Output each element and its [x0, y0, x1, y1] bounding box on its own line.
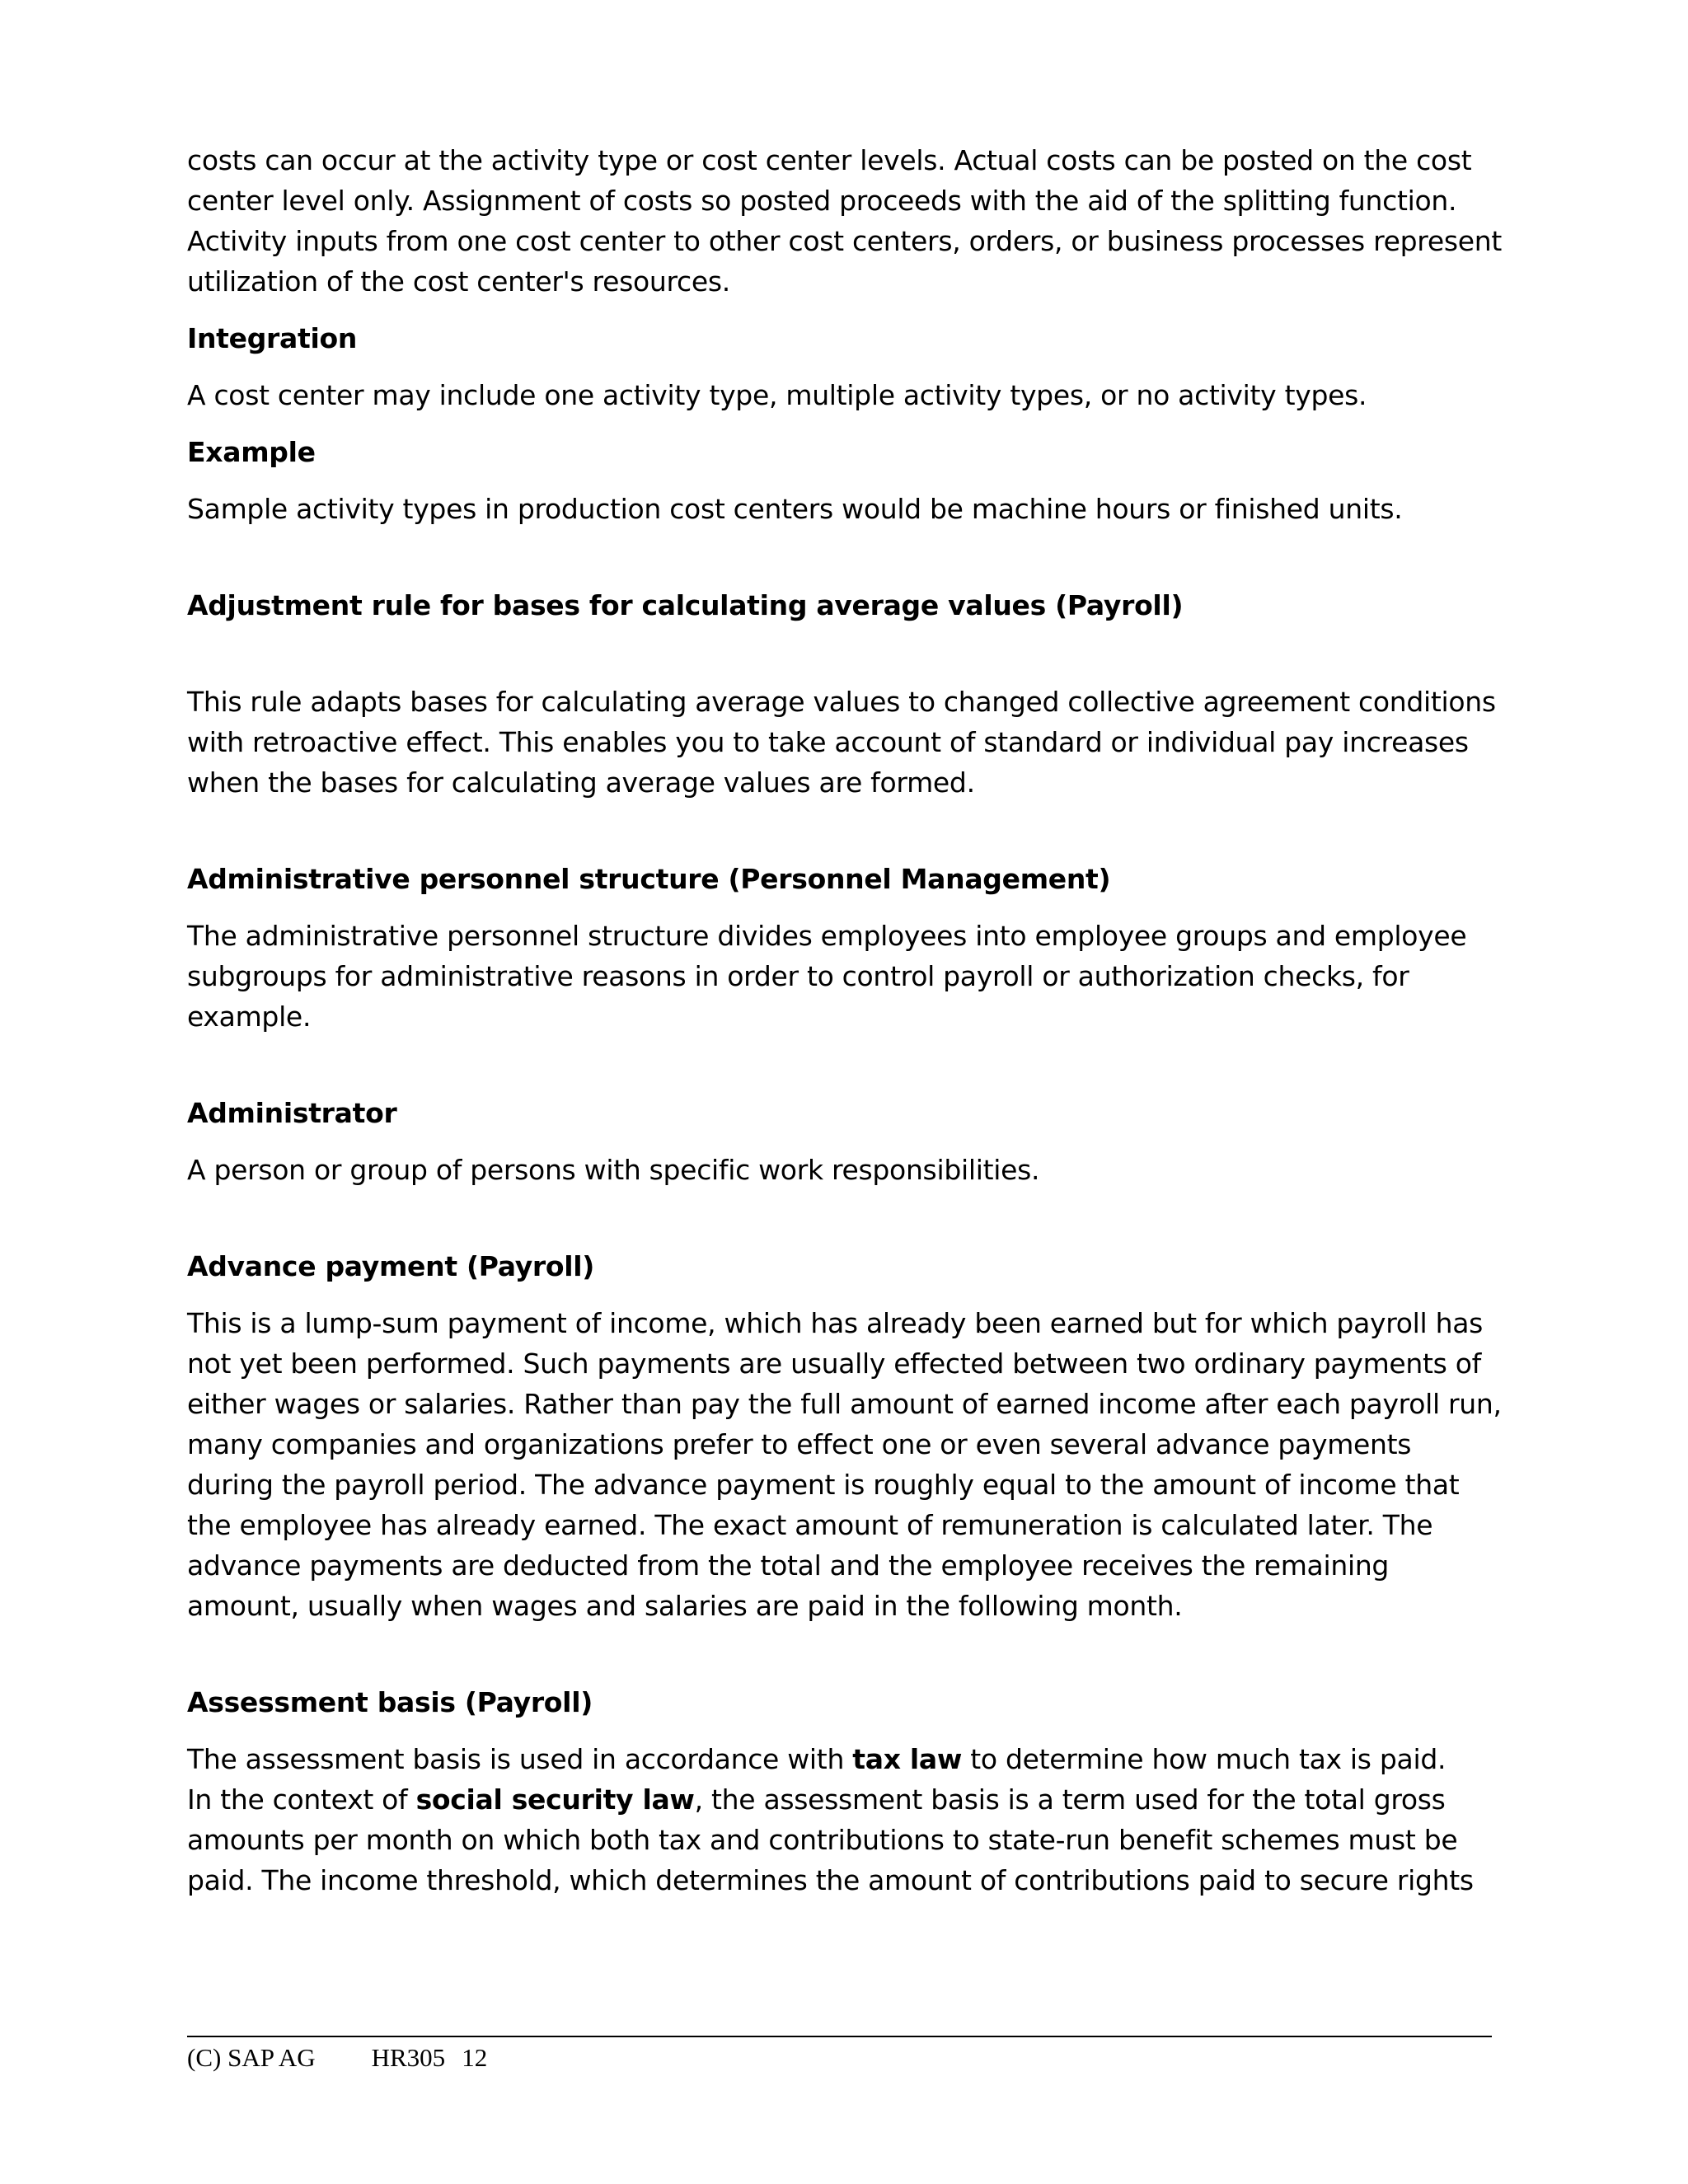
intro-paragraph: costs can occur at the activity type or cost center levels. Actual costs can be posted on the cost center level only. Assignment of costs so posted proceeds with the aid of the splitting function. Activity inputs from one cost center to other cost centers, orders, or business processes represent utilization of the cost center's resources.	[187, 144, 1503, 298]
footer-divider	[187, 2036, 1492, 2037]
example-paragraph: Sample activity types in production cost centers would be machine hours or finished units.	[187, 493, 1403, 525]
glossary-definition	[187, 1739, 1506, 1900]
emphasis-tax-law: tax law	[852, 1743, 963, 1775]
glossary-definition: The administrative personnel structure divides employees into employee groups and employee subgroups for administrative reasons in order to control payroll or authorization checks, for example.	[187, 920, 1467, 1033]
definition-text: In the context of	[187, 1783, 416, 1816]
glossary-term: Administrator	[187, 1097, 397, 1129]
glossary-term: Adjustment rule for bases for calculating average values (Payroll)	[187, 589, 1184, 621]
definition-text: to determine how much tax is paid.	[962, 1743, 1447, 1775]
document-body	[187, 140, 1506, 1900]
integration-paragraph: A cost center may include one activity type, multiple activity types, or no activity types.	[187, 379, 1367, 411]
example-heading: Example	[187, 436, 316, 468]
integration-heading: Integration	[187, 322, 358, 354]
page-footer	[187, 2042, 543, 2074]
footer-copyright: (C) SAP AG	[187, 2043, 316, 2072]
glossary-definition: This is a lump-sum payment of income, which has already been earned but for which payroll has not yet been performed. Such payments are usually effected between two ordinary payments of either wages or salaries. Rather than pay the full amount of earned income after each payroll run, many companies and organizations prefer to effect one or even several advance payments during the payroll period. The advance payment is roughly equal to the amount of income that the employee has already earned. The exact amount of remuneration is calculated later. The advance payments are deducted from the total and the employee receives the remaining amount, usually when wages and salaries are paid in the following month.	[187, 1307, 1502, 1622]
footer-course-code: HR305	[371, 2043, 446, 2072]
emphasis-social-security-law: social security law	[415, 1783, 695, 1816]
definition-text: , the assessment basis is a term used for the total gross amounts per month on which both tax and contributions to state-run benefit schemes must be paid. The income threshold, which determines the amount of contributions paid to secure rights	[187, 1783, 1474, 1896]
glossary-definition: This rule adapts bases for calculating average values to changed collective agreement conditions with retroactive effect. This enables you to take account of standard or individual pay increases when the bases for calculating average values are formed.	[187, 686, 1496, 799]
glossary-term: Administrative personnel structure (Personnel Management)	[187, 863, 1111, 895]
footer-page-number: 12	[462, 2043, 488, 2072]
glossary-term: Advance payment (Payroll)	[187, 1250, 595, 1282]
glossary-term: Assessment basis (Payroll)	[187, 1686, 593, 1718]
glossary-definition: A person or group of persons with specific work responsibilities.	[187, 1154, 1040, 1186]
definition-text: The assessment basis is used in accordance with	[187, 1743, 853, 1775]
